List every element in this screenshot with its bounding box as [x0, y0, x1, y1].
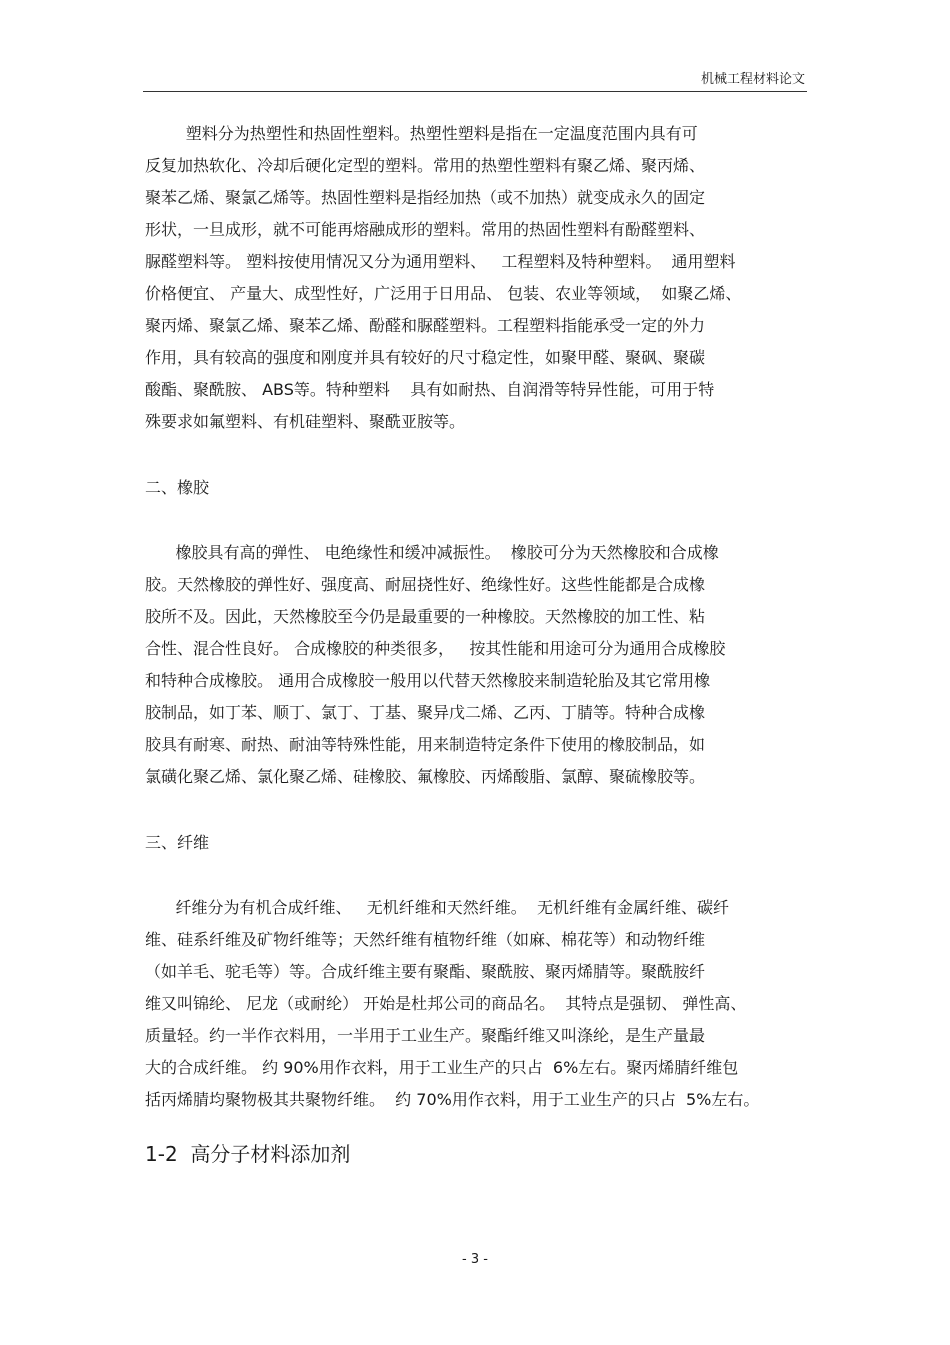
paragraph-line: 形状，一旦成形，就不可能再熔融成形的塑料。常用的热固性塑料有酚醛塑料、	[145, 220, 706, 239]
paragraph-line: 胶所不及。因此，天然橡胶至今仍是最重要的一种橡胶。天然橡胶的加工性、粘	[145, 607, 706, 626]
paragraph-line: 价格便宜、 产量大、成型性好，广泛用于日用品、 包装、农业等领域， 如聚乙烯、	[145, 284, 742, 303]
paragraph-line: 质量轻。约一半作衣料用，一半用于工业生产。聚酯纤维又叫涤纶，是生产量最	[145, 1026, 706, 1045]
plastics-paragraph	[145, 118, 810, 438]
paragraph-line: 胶具有耐寒、耐热、耐油等特殊性能，用来制造特定条件下使用的橡胶制品，如	[145, 735, 706, 754]
paragraph-line: 合性、混合性良好。 合成橡胶的种类很多， 按其性能和用途可分为通用合成橡胶	[145, 639, 726, 658]
paragraph-line: 维又叫锦纶、 尼龙（或耐纶） 开始是杜邦公司的商品名。 其特点是强韧、 弹性高、	[145, 994, 747, 1013]
paragraph-line: 橡胶具有高的弹性、 电绝缘性和缓冲减振性。 橡胶可分为天然橡胶和合成橡	[145, 543, 719, 562]
paragraph-line: 聚苯乙烯、聚氯乙烯等。热固性塑料是指经加热（或不加热）就变成永久的固定	[145, 188, 706, 207]
paragraph-line: 胶制品，如丁苯、顺丁、氯丁、丁基、聚异戊二烯、乙丙、丁腈等。特种合成橡	[145, 703, 706, 722]
paragraph-line: 作用，具有较高的强度和刚度并具有较好的尺寸稳定性，如聚甲醛、聚砜、聚碳	[145, 348, 706, 367]
paragraph-line: 维、硅系纤维及矿物纤维等；天然纤维有植物纤维（如麻、棉花等）和动物纤维	[145, 930, 706, 949]
header-title: 机械工程材料论文	[700, 72, 805, 87]
paragraph-line: 殊要求如氟塑料、有机硅塑料、聚酰亚胺等。	[145, 412, 466, 431]
paragraph-line: 聚丙烯、聚氯乙烯、聚苯乙烯、酚醛和脲醛塑料。工程塑料指能承受一定的外力	[145, 316, 706, 335]
paragraph-line: 酸酯、聚酰胺、 ABS等。特种塑料 具有如耐热、自润滑等特异性能，可用于特	[145, 380, 715, 399]
paragraph-line: 胶。天然橡胶的弹性好、强度高、耐屈挠性好、绝缘性好。这些性能都是合成橡	[145, 575, 706, 594]
fiber-paragraph	[145, 892, 810, 1116]
section-heading-rubber: 二、橡胶	[145, 478, 210, 497]
paragraph-line: 纤维分为有机合成纤维、 无机纤维和天然纤维。 无机纤维有金属纤维、碳纤	[145, 898, 729, 917]
paragraph-line: 大的合成纤维。 约 90%用作衣料，用于工业生产的只占 6%左右。聚丙烯腈纤维包	[145, 1058, 739, 1077]
page-number: - 3 -	[462, 1252, 488, 1267]
header-divider	[143, 91, 807, 92]
paragraph-line: （如羊毛、驼毛等）等。合成纤维主要有聚酯、聚酰胺、聚丙烯腈等。聚酰胺纤	[145, 962, 706, 981]
paragraph-line: 脲醛塑料等。 塑料按使用情况又分为通用塑料、 工程塑料及特种塑料。 通用塑料	[145, 252, 736, 271]
page-body	[145, 118, 810, 1170]
rubber-paragraph	[145, 537, 810, 793]
paragraph-line: 和特种合成橡胶。 通用合成橡胶一般用以代替天然橡胶来制造轮胎及其它常用橡	[145, 671, 711, 690]
subsection-heading-additives: 1-2 高分子材料添加剂	[145, 1142, 351, 1166]
paragraph-line: 氯磺化聚乙烯、氯化聚乙烯、硅橡胶、氟橡胶、丙烯酸脂、氯醇、聚硫橡胶等。	[145, 767, 706, 786]
paragraph-line: 反复加热软化、冷却后硬化定型的塑料。常用的热塑性塑料有聚乙烯、聚丙烯、	[145, 156, 706, 175]
paragraph-line: 塑料分为热塑性和热固性塑料。热塑性塑料是指在一定温度范围内具有可	[145, 124, 698, 143]
paragraph-line: 括丙烯腈均聚物极其共聚物纤维。 约 70%用作衣料，用于工业生产的只占 5%左右。	[145, 1090, 760, 1109]
section-heading-fiber: 三、纤维	[145, 833, 210, 852]
